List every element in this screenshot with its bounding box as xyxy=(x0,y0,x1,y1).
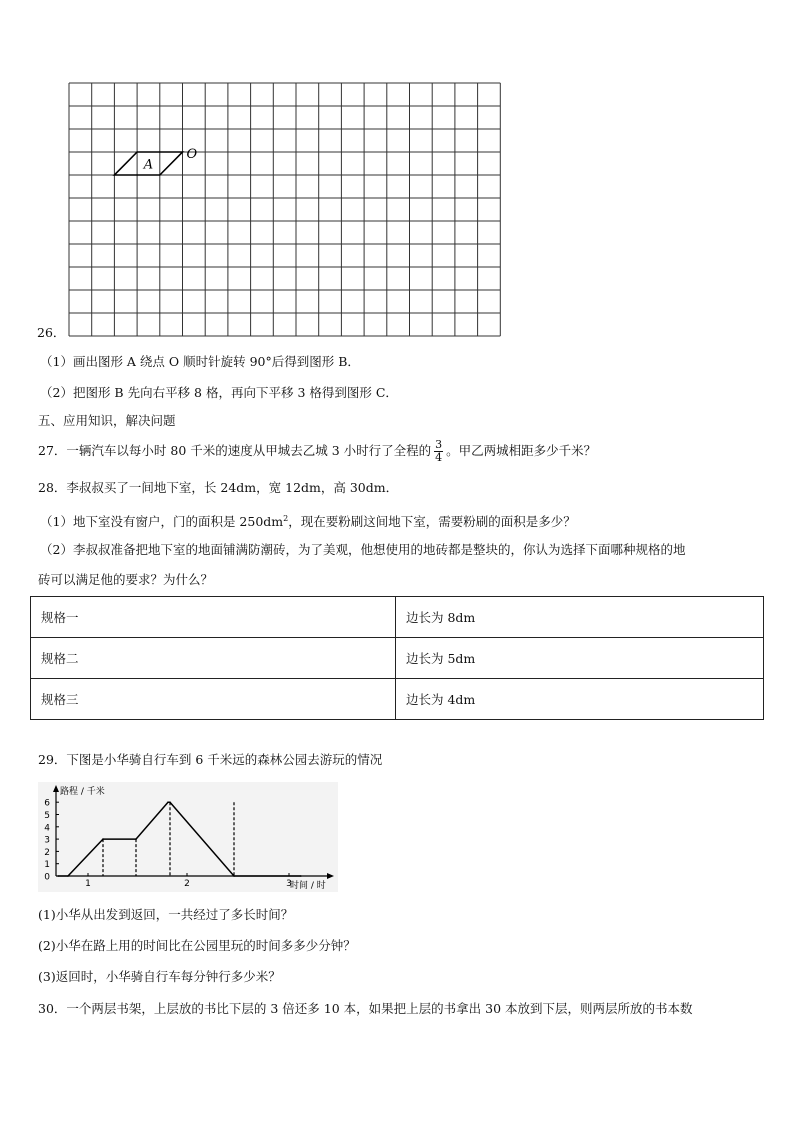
y-tick-label: 1 xyxy=(44,860,50,871)
q27-text-after: 。甲乙两城相距多少千米？ xyxy=(446,443,597,458)
data-point xyxy=(167,801,169,803)
point-o-label: O xyxy=(186,147,198,162)
q27-frac-denominator: 4 xyxy=(435,451,443,464)
q28-sub1-before: （1）地下室没有窗户，门的面积是 250dm xyxy=(40,514,284,530)
q27-fraction xyxy=(434,439,443,464)
y-tick-label: 3 xyxy=(44,835,50,846)
data-point xyxy=(135,838,137,840)
q28-text: 28．李叔叔买了一间地下室，长 24dm，宽 12dm，高 30dm． xyxy=(38,480,399,495)
table-cell-name: 规格二 xyxy=(31,638,396,679)
q30-text: 30．一个两层书架，上层放的书比下层的 3 倍还多 10 本，如果把上层的书拿出 30 本放到下层，则两层所放的书本数 xyxy=(38,1001,693,1016)
q28-sub1-sup: 2 xyxy=(283,514,289,523)
table-cell-name: 规格一 xyxy=(31,597,396,638)
distance-time-chart xyxy=(38,782,338,892)
y-tick-label: 0 xyxy=(44,872,50,883)
q27-frac-numerator: 3 xyxy=(435,438,443,451)
section-title: 五、应用知识，解决问题 xyxy=(38,413,176,428)
q29-sub3: (3)返回时，小华骑自行车每分钟行多少米？ xyxy=(38,969,281,984)
table-row xyxy=(31,597,764,638)
q29-text: 29．下图是小华骑自行车到 6 千米远的森林公园去游玩的情况 xyxy=(38,752,383,767)
q26-sub2: （2）把图形 B 先向右平移 8 格，再向下平移 3 格得到图形 C． xyxy=(40,385,398,400)
data-point xyxy=(300,875,302,877)
q27-text xyxy=(38,434,596,468)
table-cell-value: 边长为 5dm xyxy=(396,638,764,679)
data-point xyxy=(67,875,69,877)
data-point xyxy=(57,875,59,877)
data-point xyxy=(233,875,235,877)
table-cell-value: 边长为 4dm xyxy=(396,679,764,720)
y-axis-label: 路程 / 千米 xyxy=(60,787,105,797)
q29-sub1: (1)小华从出发到返回，一共经过了多长时间？ xyxy=(38,907,294,922)
tile-spec-table xyxy=(30,596,764,720)
y-tick-label: 6 xyxy=(44,798,50,809)
q26-number: 26． xyxy=(37,325,66,340)
x-tick-label: 1 xyxy=(85,879,91,889)
y-tick-label: 4 xyxy=(44,823,50,834)
q28-sub2-line2: 砖可以满足他的要求？为什么？ xyxy=(38,572,214,587)
q27-text-before: 27．一辆汽车以每小时 80 千米的速度从甲城去乙城 3 小时行了全程的 xyxy=(38,443,432,458)
x-tick-label: 3 xyxy=(286,879,292,889)
data-point xyxy=(169,801,171,803)
coordinate-grid xyxy=(68,82,502,338)
table-cell-value: 边长为 8dm xyxy=(396,597,764,638)
grid-canvas xyxy=(68,82,502,338)
q28-sub2-line1: （2）李叔叔准备把地下室的地面铺满防潮砖，为了美观，他想使用的地砖都是整块的，你认为选择下面哪种规格的地 xyxy=(40,542,686,557)
q29-sub2: (2)小华在路上用的时间比在公园里玩的时间多多少分钟？ xyxy=(38,938,356,953)
y-tick-label: 2 xyxy=(44,847,50,858)
y-tick-label: 5 xyxy=(44,811,50,821)
chart-canvas xyxy=(38,782,338,892)
q28-sub1 xyxy=(40,511,576,530)
data-point xyxy=(102,838,104,840)
x-axis-label: 时间 / 时 xyxy=(290,881,326,891)
table-cell-name: 规格三 xyxy=(31,679,396,720)
q28-sub1-after: ，现在要粉刷这间地下室，需要粉刷的面积是多少？ xyxy=(288,514,576,530)
figure-a-label: A xyxy=(143,157,154,173)
table-row xyxy=(31,679,764,720)
table-row xyxy=(31,638,764,679)
x-tick-label: 2 xyxy=(184,879,190,889)
q26-sub1: （1）画出图形 A 绕点 O 顺时针旋转 90°后得到图形 B． xyxy=(40,354,360,369)
